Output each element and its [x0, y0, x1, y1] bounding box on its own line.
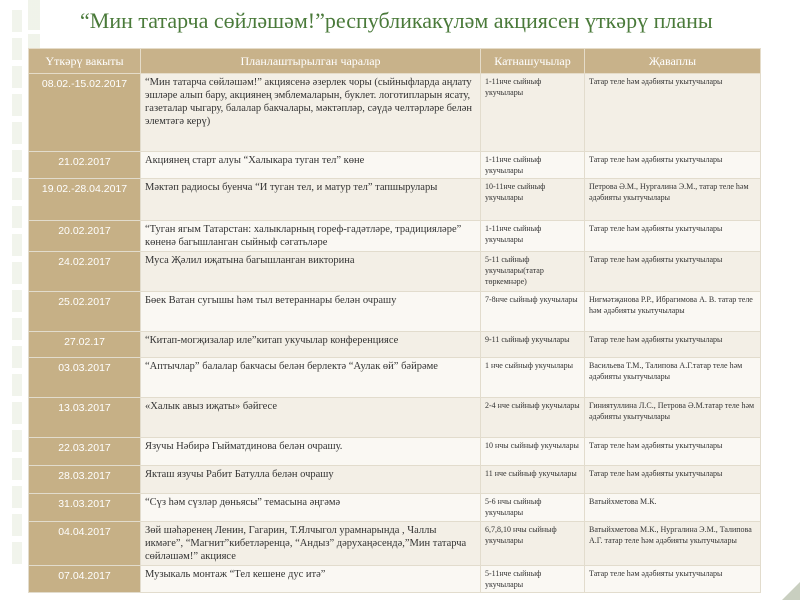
cell-activity: Мәктәп радиосы буенча “И туган тел, и матур тел” тапшырулары — [141, 179, 481, 221]
plan-table — [28, 48, 761, 593]
cell-date: 27.02.17 — [29, 332, 141, 358]
cell-participants: 1-11нче сыйныф укучылары — [481, 152, 585, 179]
table-row — [29, 292, 761, 332]
cell-responsible: Татар теле һәм әдәбияты укытучылары — [585, 221, 761, 252]
header-responsible: Җаваплы — [585, 49, 761, 74]
cell-date: 22.03.2017 — [29, 438, 141, 466]
cell-participants: 5-11 сыйныф укучылары(татар төркемнәре) — [481, 252, 585, 292]
cell-activity: “Туган ягым Татарстан: халыкларның гореф-гадәтләре, традицияләре” көненә багышланган сыйныф сәгатьләре — [141, 221, 481, 252]
cell-date: 08.02.-15.02.2017 — [29, 74, 141, 152]
table-row — [29, 522, 761, 566]
cell-responsible: Татар теле һәм әдәбияты укытучылары — [585, 566, 761, 593]
cell-activity: Муса Җәлил иҗатына багышланган викторина — [141, 252, 481, 292]
cell-responsible: Петрова Ә.М., Нургалина Э.М., татар теле һәм әдәбияты укытучылары — [585, 179, 761, 221]
table-row — [29, 358, 761, 398]
table-row — [29, 74, 761, 152]
cell-responsible: Татар теле һәм әдәбияты укытучылары — [585, 466, 761, 494]
page-corner-fold — [782, 582, 800, 600]
cell-participants: 7-8нче сыйныф укучылары — [481, 292, 585, 332]
table-row — [29, 221, 761, 252]
cell-participants: 11 нче сыйныф укучылары — [481, 466, 585, 494]
header-participants: Катнашучылар — [481, 49, 585, 74]
header-activity: Планлаштырылган чаралар — [141, 49, 481, 74]
table-row — [29, 466, 761, 494]
cell-activity: “Китап-могҗизалар иле”китап укучылар конференциясе — [141, 332, 481, 358]
cell-date: 20.02.2017 — [29, 221, 141, 252]
cell-responsible: Татар теле һәм әдәбияты укытучылары — [585, 438, 761, 466]
header-date: Үткәрү вакыты — [29, 49, 141, 74]
cell-activity: Акциянең старт алуы “Халыкара туган тел” көне — [141, 152, 481, 179]
cell-activity: «Халык авыз иҗаты» бәйгесе — [141, 398, 481, 438]
table-row — [29, 332, 761, 358]
cell-date: 03.03.2017 — [29, 358, 141, 398]
cell-activity: “Аптычлар” балалар бакчасы белән берлектә “Аулак өй” бәйрәме — [141, 358, 481, 398]
page-title: “Мин татарча сөйләшәм!”республикакүләм акциясен үткәрү планы — [80, 8, 713, 33]
cell-activity: Якташ язучы Рабит Батулла белән очрашу — [141, 466, 481, 494]
cell-participants: 10 нчы сыйныф укучылары — [481, 438, 585, 466]
cell-date: 25.02.2017 — [29, 292, 141, 332]
cell-responsible: Татар теле һәм әдәбияты укытучылары — [585, 74, 761, 152]
table-row — [29, 152, 761, 179]
decorative-stripe-outer — [12, 10, 22, 570]
table-row — [29, 179, 761, 221]
cell-date: 13.03.2017 — [29, 398, 141, 438]
cell-participants: 10-11нче сыйныф укучылары — [481, 179, 585, 221]
cell-responsible: Гиниятуллина Л.С., Петрова Ә.М.татар теле һәм әдәбияты укытучылары — [585, 398, 761, 438]
cell-date: 28.03.2017 — [29, 466, 141, 494]
cell-participants: 1-11нче сыйныф укучылары — [481, 74, 585, 152]
cell-responsible: Татар теле һәм әдәбияты укытучылары — [585, 152, 761, 179]
cell-activity: “Сүз һәм сүзләр дөньясы” темасына әңгәмә — [141, 494, 481, 522]
cell-date: 07.04.2017 — [29, 566, 141, 593]
table-row — [29, 494, 761, 522]
cell-activity: Бөек Ватан сугышы һәм тыл ветераннары белән очрашу — [141, 292, 481, 332]
cell-participants: 9-11 сыйныф укучылары — [481, 332, 585, 358]
cell-activity: Зөй шәһәренең Ленин, Гагарин, Т.Ялчыгол урамнарында , Чаллы икмәге”, “Магнит”кибетләренцә, “Андыз” дәрухаңәсендә,”Мин татарча сөйләшәм!” акциясе — [141, 522, 481, 566]
cell-date: 04.04.2017 — [29, 522, 141, 566]
cell-responsible: Нигмәтҗанова Р.Р., Ибрагимова А. В. татар теле һәм әдәбияты укытучылары — [585, 292, 761, 332]
cell-responsible: Татар теле һәм әдәбияты укытучылары — [585, 332, 761, 358]
cell-participants: 1-11нче сыйныф укучылары — [481, 221, 585, 252]
cell-activity: “Мин татарча сөйләшәм!” акциясенә әзерлек чоры (сыйныфларда аңлату эшләре алып бару, акциянең эмблемаларын, буклет. логотипларын ясату, газеталар чыгару, балалар бакчалары, мәктәпләр, сәүдә челтәрләре белән элемтәгә керү) — [141, 74, 481, 152]
cell-participants: 1 нче сыйныф укучылары — [481, 358, 585, 398]
table-row — [29, 252, 761, 292]
cell-participants: 6,7,8,10 нчы сыйныф укучылары — [481, 522, 585, 566]
table-row — [29, 398, 761, 438]
cell-participants: 5-11нче сыйныф укучылары — [481, 566, 585, 593]
cell-responsible: Васильева Т.М., Талипова А.Г.татар теле һәм әдәбияты укытучылары — [585, 358, 761, 398]
cell-activity: Музыкаль монтаж “Тел кешене дус итә” — [141, 566, 481, 593]
cell-date: 21.02.2017 — [29, 152, 141, 179]
cell-date: 19.02.-28.04.2017 — [29, 179, 141, 221]
table-header-row — [29, 49, 761, 74]
cell-responsible: Ватыйхметова М.К. — [585, 494, 761, 522]
cell-responsible: Татар теле һәм әдәбияты укытучылары — [585, 252, 761, 292]
cell-responsible: Ватыйхметова М.К., Нургалина Э.М., Талипова А.Г. татар теле һәм әдәбияты укытучылары — [585, 522, 761, 566]
table-row — [29, 438, 761, 466]
cell-participants: 2-4 нче сыйныф укучылары — [481, 398, 585, 438]
cell-participants: 5-6 нчы сыйныф укучылары — [481, 494, 585, 522]
cell-date: 31.03.2017 — [29, 494, 141, 522]
cell-date: 24.02.2017 — [29, 252, 141, 292]
table-row — [29, 566, 761, 593]
cell-activity: Язучы Нәбирә Гыйматдинова белән очрашу. — [141, 438, 481, 466]
